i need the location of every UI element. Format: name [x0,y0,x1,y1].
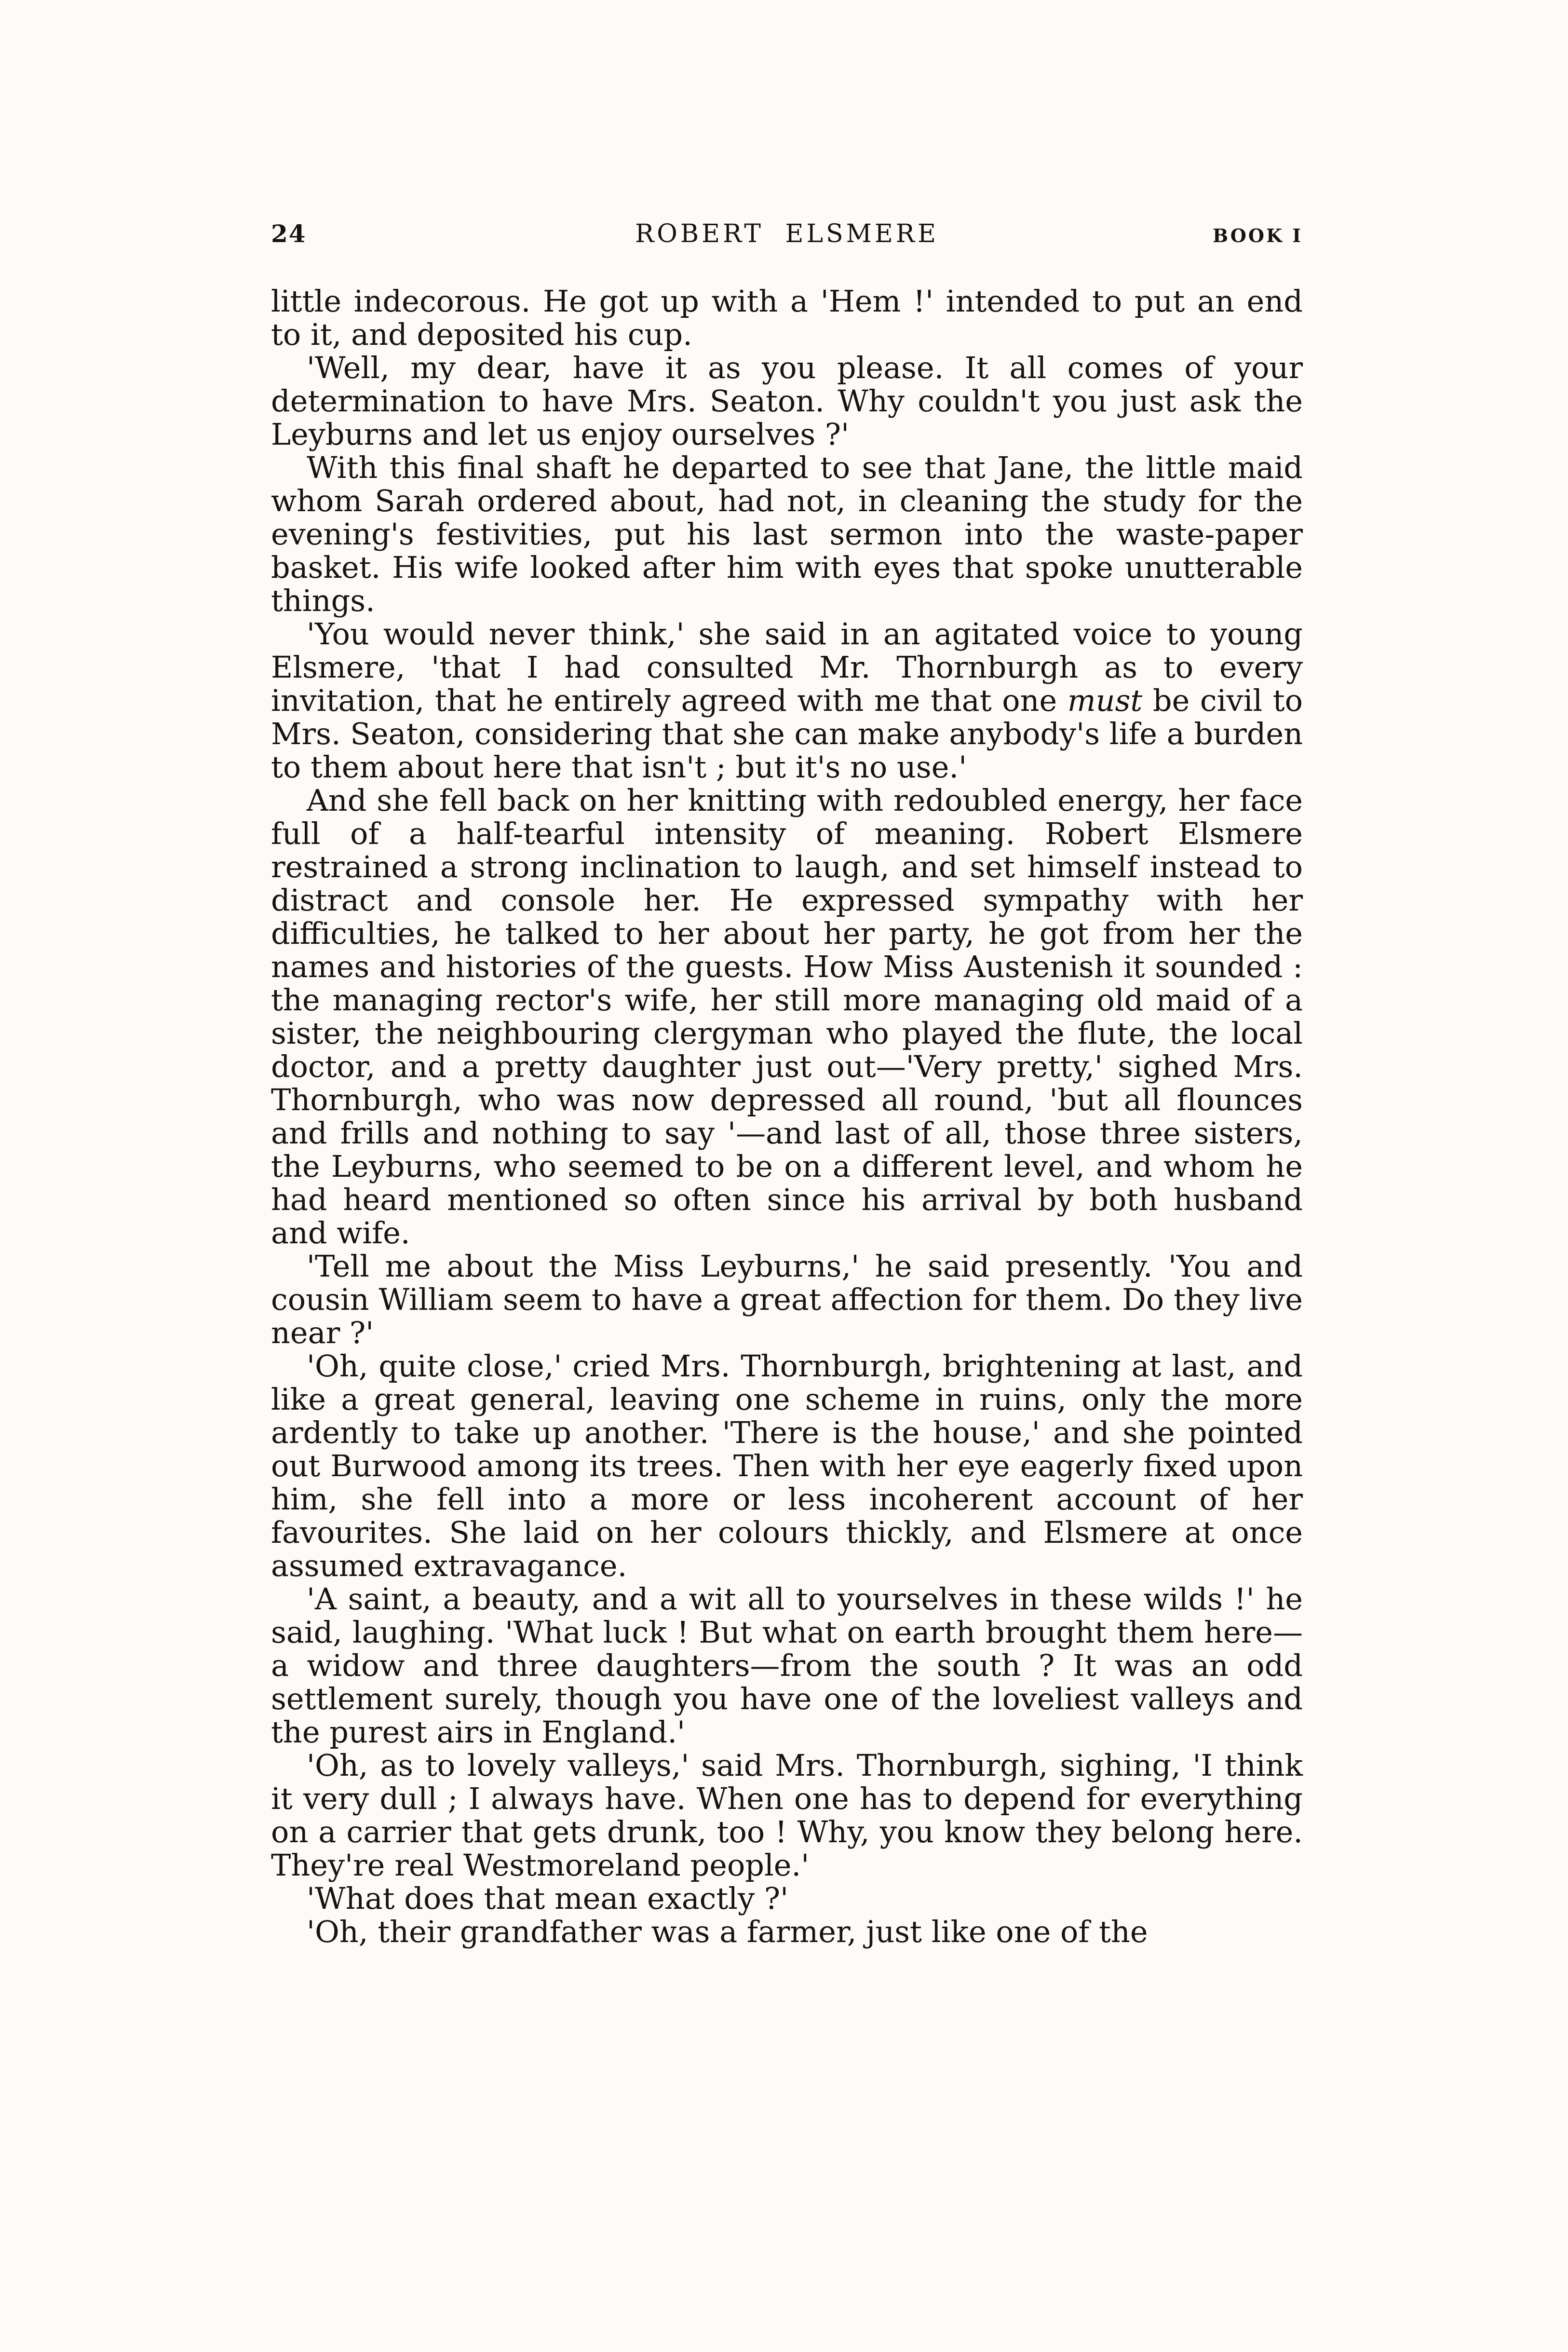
paragraph: 'Well, my dear, have it as you please. It all comes of your determination to have Mrs. Seaton. Why couldn't you just ask the Leyburns and let us enjoy ourselves ?' [271,350,1303,452]
book-label: BOOK I [1212,225,1303,246]
paragraph: little indecorous. He got up with a 'Hem !' intended to put an end to it, and deposited his cup. [271,284,1303,352]
italic-word: must [1067,683,1143,718]
page-body [271,285,1303,1948]
paragraph: 'Oh, as to lovely valleys,' said Mrs. Thornburgh, sighing, 'I think it very dull ; I always have. When one has to depend for everything on a carrier that gets drunk, too ! Why, you know they belong here. They're real Westmoreland people.' [271,1748,1303,1883]
paragraph: With this final shaft he departed to see that Jane, the little maid whom Sarah ordered about, had not, in cleaning the study for the evening's festivities, put his last sermon into the waste-paper basket. His wife looked after him with eyes that spoke unutterable things. [271,450,1303,618]
paragraph: 'What does that mean exactly ?' [307,1881,789,1916]
page-number: 24 [271,219,307,248]
paragraph: And she fell back on her knitting with redoubled energy, her face full of a half-tearful intensity of meaning. Robert Elsmere restrained a strong inclination to laugh, and set himself instead to distract and console her. He expressed sympathy with her difficulties, he talked to her about her party, he got from her the names and histories of the guests. How Miss Austenish it sounded : the managing rector's wife, her still more managing old maid of a sister, the neighbouring clergyman who played the flute, the local doctor, and a pretty daughter just out—'Very pretty,' sighed Mrs. Thornburgh, who was now depressed all round, 'but all flounces and frills and nothing to say '—and last of all, those three sisters, the Leyburns, who seemed to be on a different level, and whom he had heard mentioned so often since his arrival by both husband and wife. [271,783,1303,1251]
paragraph: 'Oh, quite close,' cried Mrs. Thornburgh, brightening at last, and like a great general, leaving one scheme in ruins, only the more ardently to take up another. 'There is the house,' and she pointed out Burwood among its trees. Then with her eye eagerly fixed upon him, she fell into a more or less incoherent account of her favourites. She laid on her colours thickly, and Elsmere at once assumed extravagance. [271,1348,1303,1583]
paragraph: 'A saint, a beauty, and a wit all to yourselves in these wilds !' he said, laughing. 'What luck ! But what on earth brought them here—a widow and three daughters—from the south ? It was an odd settlement surely, though you have one of the loveliest valleys and the purest airs in England.' [271,1581,1303,1750]
paragraph-text: 'You would never think,' she said in an agitated voice to young Elsmere, 'that I had consulted Mr. Thornburgh as to every invitation, that he entirely agreed with me that one [271,616,1303,718]
page-header [271,219,1303,248]
paragraph: 'Oh, their grandfather was a farmer, just like one of the [307,1914,1148,1949]
running-title: ROBERT ELSMERE [635,219,939,248]
paragraph-text: be civil to Mrs. Seaton, considering that she can make anybody's life a burden to them about here that isn't ; but it's no use.' [271,683,1303,785]
paragraph [271,617,1303,784]
paragraph: 'Tell me about the Miss Leyburns,' he said presently. 'You and cousin William seem to have a great affection for them. Do they live near ?' [271,1249,1303,1350]
